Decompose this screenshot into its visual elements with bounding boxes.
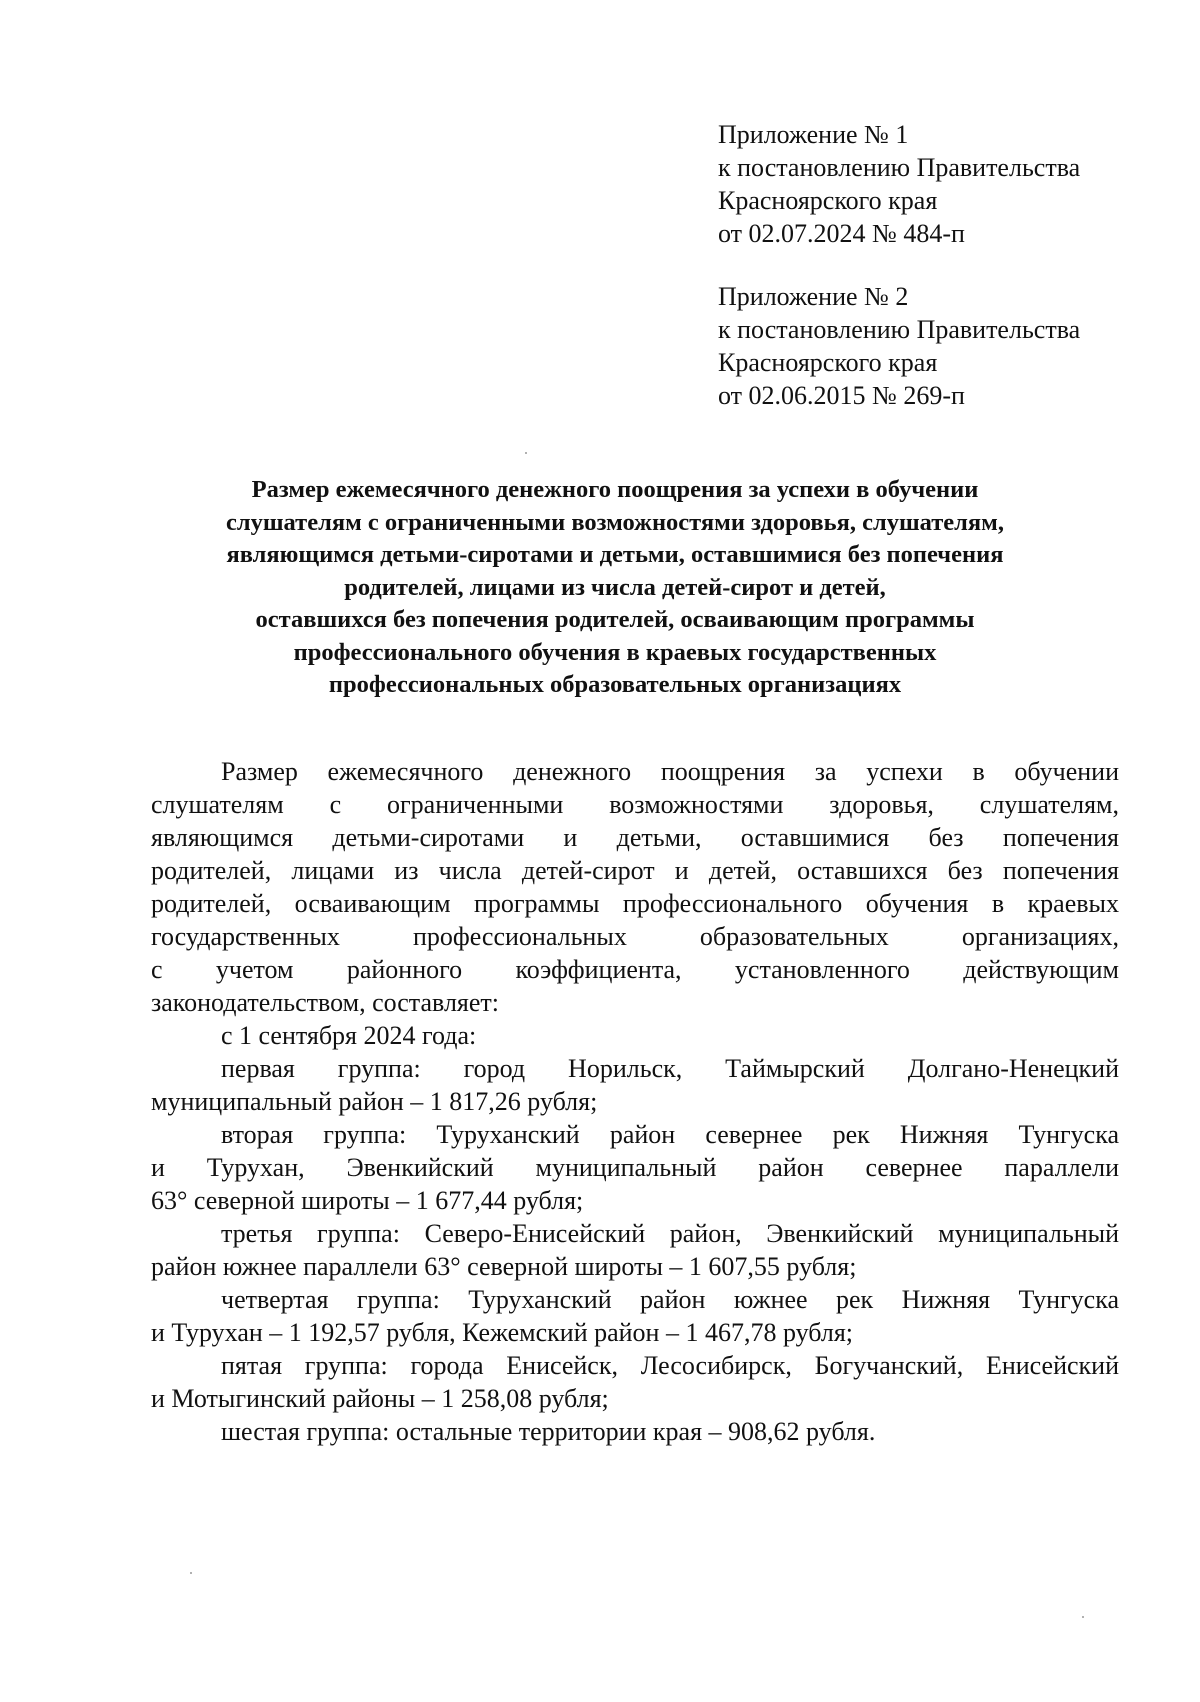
body-line: и Мотыгинский районы – 1 258,08 рубля; xyxy=(151,1384,609,1413)
title-line: слушателям с ограниченными возможностями здоровья, слушателям, xyxy=(226,508,1004,536)
title-line: оставшихся без попечения родителей, осваивающим программы xyxy=(255,606,975,633)
body-line: с 1 сентября 2024 года: xyxy=(221,1021,477,1050)
annex-line: Красноярского края xyxy=(718,186,938,215)
annex-line: Приложение № 2 xyxy=(718,282,909,311)
body-line: родителей, лицами из числа детей-сирот и детей, оставшихся без попечения xyxy=(151,856,1119,885)
body-line: законодательством, составляет: xyxy=(151,988,500,1017)
body-line: четвертая группа: Туруханский район южнее рек Нижняя Тунгуска xyxy=(221,1285,1119,1314)
title-line: являющимся детьми-сиротами и детьми, оставшимися без попечения xyxy=(226,541,1004,568)
title-line: профессионального обучения в краевых государственных xyxy=(293,638,937,666)
body-line: шестая группа: остальные территории края – 908,62 рубля. xyxy=(221,1417,876,1446)
body-line: район южнее параллели 63° северной широты – 1 607,55 рубля; xyxy=(151,1252,857,1281)
body-line: Размер ежемесячного денежного поощрения за успехи в обучении xyxy=(221,757,1119,786)
scan-artifact xyxy=(190,1572,192,1574)
document-title xyxy=(150,474,1080,702)
annex-line: к постановлению Правительства xyxy=(718,315,1081,344)
body-line: с учетом районного коэффициента, установленного действующим xyxy=(151,955,1119,984)
body-line: муниципальный район – 1 817,26 рубля; xyxy=(151,1087,598,1116)
annex-line: Приложение № 1 xyxy=(718,120,909,149)
annex-2-header xyxy=(718,280,1158,412)
scan-artifact xyxy=(1082,1616,1084,1618)
body-line: и Турухан – 1 192,57 рубля, Кежемский район – 1 467,78 рубля; xyxy=(151,1318,854,1347)
document-body xyxy=(151,755,1119,1448)
annex-line: Красноярского края xyxy=(718,348,938,377)
title-line: Размер ежемесячного денежного поощрения за успехи в обучении xyxy=(251,476,979,503)
title-line: профессиональных образовательных организациях xyxy=(328,671,902,698)
annex-line: к постановлению Правительства xyxy=(718,153,1081,182)
annex-1-header xyxy=(718,118,1158,250)
title-line: родителей, лицами из числа детей-сирот и детей, xyxy=(344,573,886,601)
body-line: являющимся детьми-сиротами и детьми, оставшимися без попечения xyxy=(151,823,1119,852)
scan-artifact xyxy=(525,452,527,454)
body-line: 63° северной широты – 1 677,44 рубля; xyxy=(151,1186,584,1215)
body-line: слушателям с ограниченными возможностями здоровья, слушателям, xyxy=(151,790,1119,819)
body-line: пятая группа: города Енисейск, Лесосибирск, Богучанский, Енисейский xyxy=(221,1351,1119,1380)
body-line: вторая группа: Туруханский район севернее рек Нижняя Тунгуска xyxy=(221,1120,1119,1149)
body-line: родителей, осваивающим программы профессионального обучения в краевых xyxy=(151,889,1119,918)
body-line: первая группа: город Норильск, Таймырский Долгано-Ненецкий xyxy=(221,1054,1119,1083)
annex-line: от 02.07.2024 № 484-п xyxy=(718,219,965,248)
annex-line: от 02.06.2015 № 269-п xyxy=(718,381,965,410)
body-line: и Турухан, Эвенкийский муниципальный район севернее параллели xyxy=(151,1153,1119,1182)
body-line: третья группа: Северо-Енисейский район, Эвенкийский муниципальный xyxy=(221,1219,1119,1248)
body-line: государственных профессиональных образовательных организациях, xyxy=(151,922,1119,951)
